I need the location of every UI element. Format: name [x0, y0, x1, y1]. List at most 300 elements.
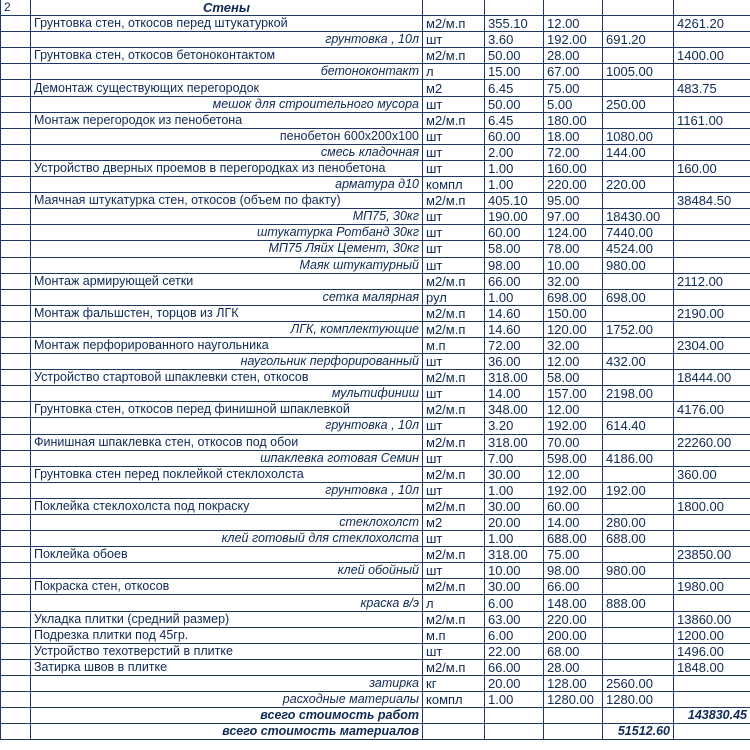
item-name: мультифиниш	[31, 386, 423, 402]
work-cost: 1200.00	[674, 627, 750, 643]
item-name: штукатурка Ротбанд 30кг	[31, 225, 423, 241]
row-number-cell	[1, 177, 31, 193]
item-unit: м.п	[423, 337, 485, 353]
item-quantity: 66.00	[485, 659, 544, 675]
item-price: 98.00	[544, 563, 603, 579]
row-number-cell	[1, 209, 31, 225]
item-unit: м2	[423, 515, 485, 531]
empty-cell	[674, 724, 750, 740]
item-quantity: 1.00	[485, 160, 544, 176]
row-number-cell	[1, 402, 31, 418]
material-total-row	[1, 724, 750, 740]
item-quantity: 6.45	[485, 80, 544, 96]
item-price: 75.00	[544, 80, 603, 96]
material-cost: 280.00	[603, 515, 674, 531]
item-name: арматура д10	[31, 177, 423, 193]
material-row	[1, 144, 750, 160]
item-unit: л	[423, 64, 485, 80]
item-quantity: 6.45	[485, 112, 544, 128]
material-cost	[603, 498, 674, 514]
row-number-cell	[1, 96, 31, 112]
material-cost	[603, 370, 674, 386]
item-unit: м2/м.п	[423, 273, 485, 289]
item-price: 10.00	[544, 257, 603, 273]
material-cost	[603, 48, 674, 64]
row-number-cell	[1, 708, 31, 724]
material-row	[1, 418, 750, 434]
item-quantity: 348.00	[485, 402, 544, 418]
material-cost: 7440.00	[603, 225, 674, 241]
row-number-cell	[1, 531, 31, 547]
row-number-cell	[1, 466, 31, 482]
material-cost: 691.20	[603, 32, 674, 48]
work-cost	[674, 209, 750, 225]
row-number-cell	[1, 627, 31, 643]
item-name: Устройство стартовой шпаклевки стен, откосов	[31, 370, 423, 386]
material-cost	[603, 547, 674, 563]
row-number-cell	[1, 611, 31, 627]
row-number-cell	[1, 225, 31, 241]
item-unit: м2/м.п	[423, 466, 485, 482]
work-cost	[674, 595, 750, 611]
material-cost: 980.00	[603, 563, 674, 579]
work-cost	[674, 289, 750, 305]
item-quantity: 318.00	[485, 547, 544, 563]
item-quantity: 318.00	[485, 434, 544, 450]
work-row	[1, 611, 750, 627]
work-row	[1, 337, 750, 353]
item-name: Укладка плитки (средний размер)	[31, 611, 423, 627]
material-row	[1, 209, 750, 225]
item-quantity: 58.00	[485, 241, 544, 257]
work-cost: 360.00	[674, 466, 750, 482]
item-quantity: 190.00	[485, 209, 544, 225]
material-cost	[603, 643, 674, 659]
item-name: Грунтовка стен, откосов перед финишной шпаклевкой	[31, 402, 423, 418]
work-cost: 4176.00	[674, 402, 750, 418]
item-price: 58.00	[544, 370, 603, 386]
item-quantity: 50.00	[485, 96, 544, 112]
item-name: стеклохолст	[31, 515, 423, 531]
material-row	[1, 515, 750, 531]
material-row	[1, 531, 750, 547]
row-number-cell	[1, 450, 31, 466]
row-number-cell	[1, 160, 31, 176]
work-row	[1, 579, 750, 595]
item-name: грунтовка , 10л	[31, 418, 423, 434]
material-cost	[603, 434, 674, 450]
work-cost	[674, 225, 750, 241]
item-price: 157.00	[544, 386, 603, 402]
item-price: 95.00	[544, 193, 603, 209]
item-unit: м2/м.п	[423, 579, 485, 595]
item-name: краска в/э	[31, 595, 423, 611]
item-quantity: 30.00	[485, 498, 544, 514]
work-row	[1, 370, 750, 386]
work-cost: 13860.00	[674, 611, 750, 627]
item-name: Устройство дверных проемов в перегородках из пенобетона	[31, 160, 423, 176]
material-cost: 18430.00	[603, 209, 674, 225]
item-unit: шт	[423, 482, 485, 498]
work-cost: 1848.00	[674, 659, 750, 675]
row-number-cell	[1, 273, 31, 289]
work-cost	[674, 144, 750, 160]
work-cost	[674, 96, 750, 112]
item-price: 220.00	[544, 177, 603, 193]
item-price: 12.00	[544, 402, 603, 418]
work-total-value: 143830.45	[674, 708, 750, 724]
item-unit: шт	[423, 386, 485, 402]
material-cost: 432.00	[603, 354, 674, 370]
work-cost	[674, 482, 750, 498]
empty-cell	[485, 724, 544, 740]
material-cost	[603, 337, 674, 353]
item-name: Маячная штукатурка стен, откосов (объем по факту)	[31, 193, 423, 209]
work-row	[1, 193, 750, 209]
material-cost: 144.00	[603, 144, 674, 160]
item-quantity: 36.00	[485, 354, 544, 370]
item-unit: м2/м.п	[423, 611, 485, 627]
work-cost	[674, 531, 750, 547]
material-cost	[603, 611, 674, 627]
material-cost: 980.00	[603, 257, 674, 273]
work-row	[1, 547, 750, 563]
work-row	[1, 402, 750, 418]
item-unit: л	[423, 595, 485, 611]
item-name: расходные материалы	[31, 692, 423, 708]
item-price: 120.00	[544, 321, 603, 337]
work-row	[1, 160, 750, 176]
item-price: 124.00	[544, 225, 603, 241]
work-cost	[674, 321, 750, 337]
material-cost: 4186.00	[603, 450, 674, 466]
material-row	[1, 675, 750, 691]
item-unit: шт	[423, 241, 485, 257]
item-price: 28.00	[544, 48, 603, 64]
item-unit: м2/м.п	[423, 16, 485, 32]
item-unit: шт	[423, 32, 485, 48]
item-name: наугольник перфорированный	[31, 354, 423, 370]
item-quantity: 1.00	[485, 531, 544, 547]
material-row	[1, 482, 750, 498]
item-unit: компл	[423, 692, 485, 708]
material-cost: 1005.00	[603, 64, 674, 80]
item-name: МП75 Ляйх Цемент, 30кг	[31, 241, 423, 257]
row-number-cell	[1, 128, 31, 144]
work-cost: 2304.00	[674, 337, 750, 353]
work-row	[1, 273, 750, 289]
row-number-cell	[1, 724, 31, 740]
work-row	[1, 16, 750, 32]
work-cost	[674, 692, 750, 708]
item-name: сетка малярная	[31, 289, 423, 305]
item-unit: шт	[423, 418, 485, 434]
work-cost: 23850.00	[674, 547, 750, 563]
row-number-cell	[1, 675, 31, 691]
item-unit: рул	[423, 289, 485, 305]
material-cost	[603, 466, 674, 482]
item-quantity: 98.00	[485, 257, 544, 273]
work-cost	[674, 515, 750, 531]
material-cost	[603, 579, 674, 595]
item-quantity: 2.00	[485, 144, 544, 160]
work-cost: 160.00	[674, 160, 750, 176]
work-total-row	[1, 708, 750, 724]
item-price: 192.00	[544, 418, 603, 434]
item-price: 32.00	[544, 337, 603, 353]
item-quantity: 355.10	[485, 16, 544, 32]
material-cost	[603, 16, 674, 32]
item-quantity: 1.00	[485, 289, 544, 305]
row-number-cell	[1, 515, 31, 531]
item-price: 75.00	[544, 547, 603, 563]
item-quantity: 6.00	[485, 627, 544, 643]
material-cost	[603, 80, 674, 96]
item-price: 18.00	[544, 128, 603, 144]
item-price: 180.00	[544, 112, 603, 128]
work-cost: 1800.00	[674, 498, 750, 514]
material-row	[1, 257, 750, 273]
item-unit: шт	[423, 225, 485, 241]
item-unit: м2/м.п	[423, 321, 485, 337]
work-row	[1, 643, 750, 659]
item-price: 1280.00	[544, 692, 603, 708]
item-unit: м2/м.п	[423, 434, 485, 450]
material-row	[1, 64, 750, 80]
item-unit: шт	[423, 96, 485, 112]
row-number-cell	[1, 144, 31, 160]
item-price: 14.00	[544, 515, 603, 531]
row-number-cell	[1, 16, 31, 32]
row-number-cell	[1, 595, 31, 611]
item-unit: м2/м.п	[423, 547, 485, 563]
work-cost: 1161.00	[674, 112, 750, 128]
work-cost	[674, 241, 750, 257]
item-price: 72.00	[544, 144, 603, 160]
item-price: 200.00	[544, 627, 603, 643]
row-number-cell	[1, 370, 31, 386]
item-name: Грунтовка стен, откосов бетоноконтактом	[31, 48, 423, 64]
item-price: 97.00	[544, 209, 603, 225]
material-cost: 4524.00	[603, 241, 674, 257]
work-row	[1, 498, 750, 514]
item-name: клей обойный	[31, 563, 423, 579]
item-name: Поклейка обоев	[31, 547, 423, 563]
item-quantity: 60.00	[485, 225, 544, 241]
material-row	[1, 692, 750, 708]
work-cost: 2190.00	[674, 305, 750, 321]
material-row	[1, 321, 750, 337]
material-cost	[603, 273, 674, 289]
empty-cell	[544, 724, 603, 740]
row-number-cell	[1, 80, 31, 96]
material-cost: 192.00	[603, 482, 674, 498]
material-row	[1, 450, 750, 466]
item-unit: шт	[423, 531, 485, 547]
item-name: Монтаж перегородок из пенобетона	[31, 112, 423, 128]
row-number-cell	[1, 305, 31, 321]
item-quantity: 3.20	[485, 418, 544, 434]
item-unit: м2/м.п	[423, 370, 485, 386]
row-number-cell	[1, 289, 31, 305]
item-name: шпаклевка готовая Семин	[31, 450, 423, 466]
item-unit: м2/м.п	[423, 48, 485, 64]
row-number-cell	[1, 64, 31, 80]
item-quantity: 10.00	[485, 563, 544, 579]
item-quantity: 50.00	[485, 48, 544, 64]
item-quantity: 1.00	[485, 482, 544, 498]
work-cost	[674, 418, 750, 434]
item-name: затирка	[31, 675, 423, 691]
section-header-row	[1, 0, 750, 16]
item-unit: шт	[423, 354, 485, 370]
item-quantity: 60.00	[485, 128, 544, 144]
material-row	[1, 563, 750, 579]
material-row	[1, 225, 750, 241]
item-quantity: 1.00	[485, 692, 544, 708]
row-number-cell	[1, 547, 31, 563]
item-price: 32.00	[544, 273, 603, 289]
item-quantity: 6.00	[485, 595, 544, 611]
material-cost	[603, 160, 674, 176]
section-title: Стены	[31, 0, 423, 16]
work-cost: 1496.00	[674, 643, 750, 659]
item-unit: шт	[423, 643, 485, 659]
material-cost: 220.00	[603, 177, 674, 193]
work-row	[1, 627, 750, 643]
empty-cell	[485, 708, 544, 724]
work-cost: 4261.20	[674, 16, 750, 32]
work-cost: 18444.00	[674, 370, 750, 386]
row-number-cell	[1, 48, 31, 64]
material-cost	[603, 305, 674, 321]
item-unit: м2/м.п	[423, 305, 485, 321]
work-row	[1, 112, 750, 128]
item-quantity: 1.00	[485, 177, 544, 193]
item-name: смесь кладочная	[31, 144, 423, 160]
item-price: 12.00	[544, 16, 603, 32]
row-number-cell	[1, 241, 31, 257]
work-row	[1, 659, 750, 675]
item-name: мешок для строительного мусора	[31, 96, 423, 112]
item-unit: шт	[423, 144, 485, 160]
work-cost	[674, 32, 750, 48]
item-unit: шт	[423, 563, 485, 579]
item-name: Монтаж фальшстен, торцов из ЛГК	[31, 305, 423, 321]
work-cost	[674, 386, 750, 402]
material-cost: 1080.00	[603, 128, 674, 144]
item-quantity: 14.60	[485, 321, 544, 337]
item-price: 192.00	[544, 32, 603, 48]
empty-cell	[544, 708, 603, 724]
item-price: 70.00	[544, 434, 603, 450]
material-row	[1, 595, 750, 611]
item-price: 28.00	[544, 659, 603, 675]
material-cost: 1752.00	[603, 321, 674, 337]
material-cost: 888.00	[603, 595, 674, 611]
work-row	[1, 305, 750, 321]
item-quantity: 22.00	[485, 643, 544, 659]
item-name: клей готовый для стеклохолста	[31, 531, 423, 547]
item-unit: шт	[423, 160, 485, 176]
item-unit: м2	[423, 80, 485, 96]
work-row	[1, 48, 750, 64]
work-cost	[674, 257, 750, 273]
empty-cell	[423, 708, 485, 724]
item-price: 160.00	[544, 160, 603, 176]
item-price: 12.00	[544, 354, 603, 370]
item-quantity: 63.00	[485, 611, 544, 627]
item-name: Грунтовка стен перед поклейкой стеклохолста	[31, 466, 423, 482]
material-cost	[603, 193, 674, 209]
work-cost: 483.75	[674, 80, 750, 96]
item-quantity: 72.00	[485, 337, 544, 353]
item-quantity: 14.60	[485, 305, 544, 321]
item-name: грунтовка , 10л	[31, 32, 423, 48]
work-cost: 1980.00	[674, 579, 750, 595]
material-total-label: всего стоимость материалов	[31, 724, 423, 740]
item-price: 688.00	[544, 531, 603, 547]
item-name: Устройство техотверстий в плитке	[31, 643, 423, 659]
material-cost	[603, 627, 674, 643]
item-unit: компл	[423, 177, 485, 193]
item-unit: м2/м.п	[423, 193, 485, 209]
material-row	[1, 177, 750, 193]
row-number-cell	[1, 32, 31, 48]
item-name: Подрезка плитки под 45гр.	[31, 627, 423, 643]
item-name: Покраска стен, откосов	[31, 579, 423, 595]
item-price: 148.00	[544, 595, 603, 611]
work-cost	[674, 675, 750, 691]
material-cost	[603, 659, 674, 675]
material-row	[1, 128, 750, 144]
material-cost: 614.40	[603, 418, 674, 434]
material-row	[1, 354, 750, 370]
material-cost: 1280.00	[603, 692, 674, 708]
item-name: Монтаж армирующей сетки	[31, 273, 423, 289]
item-unit: м2/м.п	[423, 112, 485, 128]
item-name: Поклейка стеклохолста под покраску	[31, 498, 423, 514]
material-row	[1, 386, 750, 402]
item-price: 78.00	[544, 241, 603, 257]
material-cost	[603, 112, 674, 128]
item-quantity: 318.00	[485, 370, 544, 386]
material-total-value: 51512.60	[603, 724, 674, 740]
material-cost: 2198.00	[603, 386, 674, 402]
item-quantity: 30.00	[485, 579, 544, 595]
row-number-cell	[1, 354, 31, 370]
row-number-cell	[1, 386, 31, 402]
item-unit: шт	[423, 128, 485, 144]
item-unit: кг	[423, 675, 485, 691]
work-cost: 1400.00	[674, 48, 750, 64]
item-price: 5.00	[544, 96, 603, 112]
item-quantity: 7.00	[485, 450, 544, 466]
empty-cell	[423, 724, 485, 740]
item-name: Монтаж перфорированного наугольника	[31, 337, 423, 353]
item-price: 598.00	[544, 450, 603, 466]
item-name: Затирка швов в плитке	[31, 659, 423, 675]
item-unit: шт	[423, 209, 485, 225]
item-price: 128.00	[544, 675, 603, 691]
item-quantity: 14.00	[485, 386, 544, 402]
item-price: 66.00	[544, 579, 603, 595]
work-cost	[674, 64, 750, 80]
material-row	[1, 32, 750, 48]
item-quantity: 30.00	[485, 466, 544, 482]
work-total-label: всего стоимость работ	[31, 708, 423, 724]
item-unit: шт	[423, 257, 485, 273]
